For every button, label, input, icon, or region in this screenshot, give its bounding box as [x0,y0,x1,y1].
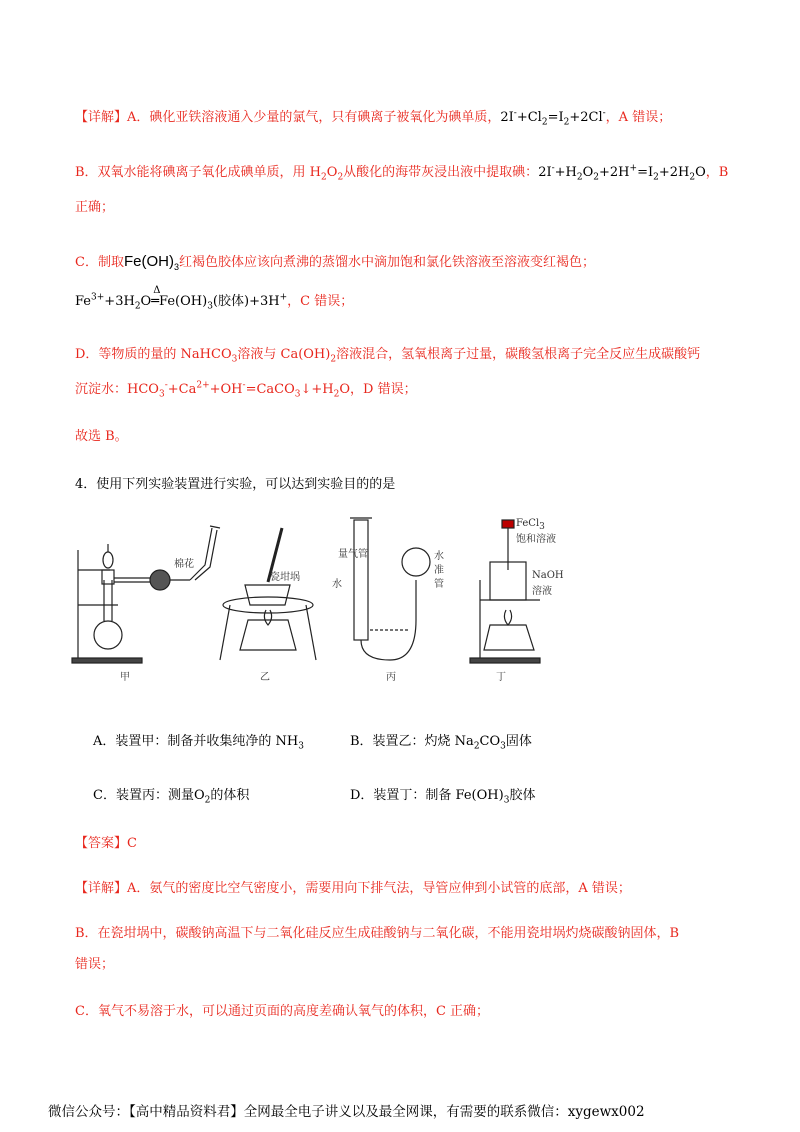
text: C．装置丙：测量O [93,788,205,803]
explanation2-b-line2: 错误； [75,957,115,972]
text: 的体积 [210,788,250,803]
option-a: A．装置甲：制备并收集纯净的 $NH_3$ [93,734,304,752]
text: 沉淀水： [75,382,128,397]
text: B．装置乙：灼烧 Na [350,734,474,749]
label-level-tube: 水准管 [434,551,444,590]
explanation-d-line2: 沉淀水：$HCO_3^-+Ca^{2+}+OH^-=CaCO_3↓+H_2O$，D 错误； [75,380,417,400]
explanation-d-line: D．等物质的量的 NaHCO$_3$溶液与 $Ca(OH)_2$溶液混合，氢氧根离子过量，碳酸氢根离子完全反应生成碳酸钙 [75,347,701,365]
explanation2-b-line1: B．在瓷坩埚中，碳酸钠高温下与二氧化硅反应生成硅酸钠与二氧化碳，不能用瓷坩埚灼烧碳酸钠固体，B [75,926,680,941]
label-yi: 乙 [260,672,270,683]
fe-oh3-formula: $Fe(OH)_3$ [123,253,179,272]
text: ，D 错误； [350,382,417,397]
equation-c-line [75,285,354,312]
text: 【详解】A．碘化亚铁溶液通入少量的氯气，只有碘离子被氧化为碘单质， [75,110,501,125]
text: 固体 [505,734,532,749]
label-solution: 溶液 [532,586,552,597]
label-bing: 丙 [386,672,396,683]
text: 红褐色胶体应该向煮沸的蒸馏水中滴加饱和氯化铁溶液至溶液变红褐色； [178,255,595,270]
text: D．等物质的量的 NaHCO [75,347,232,362]
explanation2-a: 【详解】A．氨气的密度比空气密度小，需要用向下排气法，导管应伸到小试管的底部，A 错误； [75,881,631,896]
explanation2-c: C．氧气不易溶于水，可以通过页面的高度差确认氧气的体积，C 正确； [75,1004,490,1019]
equation-a: $2I^-+Cl_2=I_2+2Cl^-$ [500,108,606,128]
text: D．装置丁：制备 Fe(OH) [350,788,504,803]
text: 从酸化的海带灰浸出液中提取碘： [343,165,539,180]
equation-c: $Fe^{3+}+3H_2O═$ Δ $Fe(OH)_3$(胶体)+3H+ [75,285,288,312]
label-jia: 甲 [120,672,130,683]
answer: 【答案】C [75,836,137,851]
explanation-a-line [75,109,671,127]
label-cotton: 棉花 [174,559,194,570]
text: B．双氧水能将碘离子氧化成碘单质，用 H [75,165,322,180]
text: ，C 错误； [287,294,354,309]
label-water: 水 [332,579,342,590]
question-stem: 4．使用下列实验装置进行实验，可以达到实验目的的是 [75,477,396,492]
text: FeCl [516,518,540,529]
label-fecl3: FeCl$_3$ [516,518,545,532]
text: 溶液与 Ca(OH) [237,347,331,362]
label-saturated: 饱和溶液 [516,534,556,545]
text: 胶体 [509,788,536,803]
option-d: D．装置丁：制备 $Fe(OH)_3$胶体 [350,788,536,806]
footer-text: 微信公众号：【高中精品资料君】全网最全电子讲义以及最全网课，有需要的联系微信：xygewx002 [48,1104,645,1120]
option-b: B．装置乙：灼烧 $Na_2CO_3$固体 [350,734,532,752]
text: 溶液混合，氢氧根离子过量，碳酸氢根离子完全反应生成碳酸钙 [336,347,701,362]
label-crucible: 瓷坩埚 [270,572,300,583]
label-naoh: NaOH [532,570,564,581]
label-gas-tube: 量气管 [338,549,368,560]
text: ，B [705,165,729,180]
apparatus-figure [70,510,570,683]
label-ding: 丁 [496,672,506,683]
explanation-b-line: B．双氧水能将碘离子氧化成碘单质，用 $H_2O_2$从酸化的海带灰浸出液中提取碘：$2I^-+H_2O_2+2H^+=I_2+2H_2O$，B [75,163,729,183]
apparatus-drawing [70,510,570,680]
text: C．制取 [75,255,124,270]
explanation-c-line [75,253,595,272]
option-c: C．装置丙：测量$O_2$的体积 [93,788,250,806]
text: ，A 错误； [605,110,672,125]
conclusion: 故选 B。 [75,429,128,444]
equation-b: $2I^-+H_2O_2+2H^+=I_2+2H_2O$ [538,163,706,183]
text: A．装置甲：制备并收集纯净的 NH [93,734,299,749]
explanation-b-line2: 正确； [75,200,115,215]
